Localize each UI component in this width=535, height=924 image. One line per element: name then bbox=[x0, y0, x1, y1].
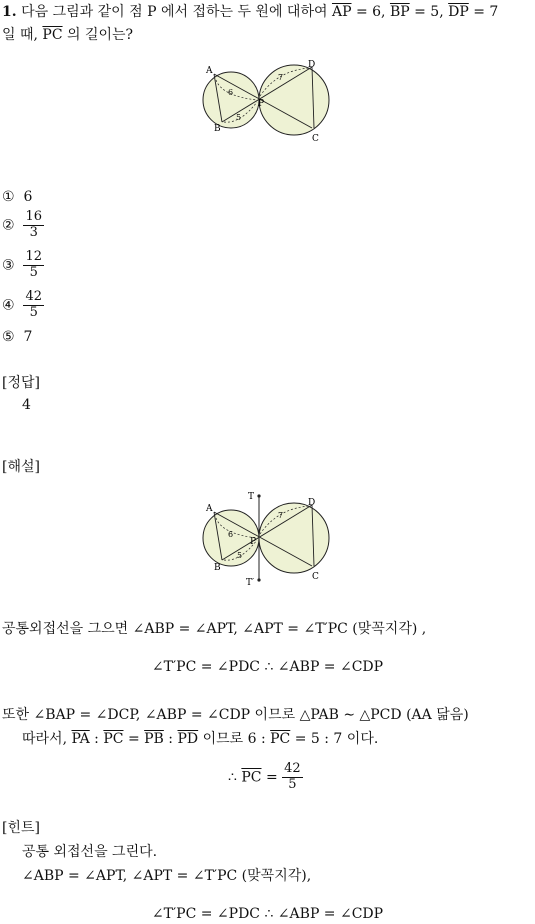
sol-label-p: P bbox=[250, 537, 257, 547]
answer-value: 4 bbox=[22, 397, 31, 413]
point-t-prime bbox=[257, 578, 260, 581]
value-dp: = 7 bbox=[468, 4, 499, 20]
sol-label-a: A bbox=[206, 504, 213, 514]
sol-l4-post: = 5 : 7 이다. bbox=[290, 731, 379, 747]
sol-seg-pc-2: $\overline{PC}$ bbox=[270, 731, 291, 747]
problem-line-2 bbox=[2, 24, 133, 44]
segment-pc: $\overline{PC}$ bbox=[42, 27, 63, 43]
choice-2-fraction bbox=[23, 210, 44, 241]
sol-label-c: C bbox=[312, 572, 319, 582]
point-t bbox=[257, 494, 260, 497]
sol-res-fraction bbox=[282, 762, 303, 793]
problem-number: 1. bbox=[2, 4, 17, 20]
segment-bp: $\overline{BP}$ bbox=[389, 4, 410, 20]
choice-5-value: 7 bbox=[23, 329, 33, 345]
sol-seg-pb: $\overline{PB}$ bbox=[144, 731, 164, 747]
hint-line-3: ∠T′PC = ∠PDC ∴ ∠ABP = ∠CDP bbox=[151, 906, 384, 922]
choice-1-value: 6 bbox=[23, 189, 33, 205]
choice-3-den: 5 bbox=[29, 264, 38, 280]
choice-1[interactable] bbox=[2, 189, 32, 205]
label-p: P bbox=[258, 99, 265, 109]
choice-2-mark: ② bbox=[2, 217, 15, 234]
solution-line-1: 공통외접선을 그으면 ∠ABP = ∠APT, ∠APT = ∠T′PC (맞꼭지각) , bbox=[2, 621, 427, 637]
sol-length-6: 6 bbox=[228, 530, 234, 539]
choice-4-den: 5 bbox=[29, 304, 38, 320]
sol-res-num: 42 bbox=[284, 761, 301, 776]
sol-colon-1: : bbox=[89, 731, 104, 747]
sol-res-den: 5 bbox=[288, 776, 297, 792]
hint-label: [힌트] bbox=[2, 820, 40, 836]
problem-question: 의 길이는? bbox=[62, 27, 134, 43]
tangent-circles-figure bbox=[200, 58, 340, 148]
choice-4-fraction bbox=[23, 290, 44, 321]
hint-line-1: 공통 외접선을 그린다. bbox=[22, 844, 158, 860]
label-a: A bbox=[206, 66, 213, 76]
solution-result bbox=[228, 762, 303, 793]
choice-3-mark: ③ bbox=[2, 257, 15, 274]
solution-label: [해설] bbox=[2, 459, 40, 475]
sol-colon-2: : bbox=[163, 731, 178, 747]
problem-text: 다음 그림과 같이 점 P 에서 접하는 두 원에 대하여 bbox=[21, 4, 328, 20]
choice-3[interactable] bbox=[2, 250, 44, 281]
solution-line-2: ∠T′PC = ∠PDC ∴ ∠ABP = ∠CDP bbox=[151, 659, 384, 675]
length-6: 6 bbox=[228, 88, 234, 97]
choice-4-num: 42 bbox=[25, 289, 43, 304]
sol-seg-pd: $\overline{PD}$ bbox=[177, 731, 199, 747]
sol-length-7: 7 bbox=[278, 511, 284, 520]
length-5: 5 bbox=[236, 113, 242, 122]
choice-5-mark: ⑤ bbox=[2, 329, 15, 345]
segment-dp: $\overline{DP}$ bbox=[448, 4, 469, 20]
sol-res-seg-pc: $\overline{PC}$ bbox=[241, 769, 262, 786]
large-circle bbox=[259, 65, 329, 135]
label-d: D bbox=[308, 60, 316, 70]
sol-eq: = bbox=[123, 731, 145, 747]
value-bp: = 5, bbox=[409, 4, 449, 20]
label-c: C bbox=[312, 134, 319, 144]
problem-line-1 bbox=[2, 1, 498, 21]
choice-4-mark: ④ bbox=[2, 297, 15, 314]
choice-2-num: 16 bbox=[25, 209, 43, 224]
sol-l4-pre: 따라서, bbox=[22, 731, 72, 747]
small-circle bbox=[203, 72, 259, 128]
hint-line-2: ∠ABP = ∠APT, ∠APT = ∠T′PC (맞꼭지각), bbox=[22, 868, 312, 884]
choice-1-mark: ① bbox=[2, 189, 15, 205]
choice-3-fraction bbox=[23, 250, 44, 281]
problem-text-2: 일 때, bbox=[2, 27, 43, 43]
answer-label: [정답] bbox=[2, 375, 40, 391]
solution-line-4 bbox=[22, 728, 378, 748]
sol-label-t: T bbox=[248, 492, 255, 502]
choice-5[interactable] bbox=[2, 329, 32, 345]
choice-2-den: 3 bbox=[29, 224, 38, 240]
sol-large-circle bbox=[259, 503, 329, 573]
choice-2[interactable] bbox=[2, 210, 44, 241]
length-7: 7 bbox=[278, 73, 284, 82]
sol-therefore: ∴ bbox=[228, 769, 242, 786]
sol-seg-pc: $\overline{PC}$ bbox=[103, 731, 124, 747]
sol-length-5: 5 bbox=[237, 551, 243, 560]
sol-label-d: D bbox=[308, 498, 316, 508]
segment-ap: $\overline{AP}$ bbox=[331, 4, 352, 20]
solution-line-3: 또한 ∠BAP = ∠DCP, ∠ABP = ∠CDP 이므로 △PAB ∼ △PCD (AA 닮음) bbox=[2, 707, 469, 723]
value-ap: = 6, bbox=[351, 4, 390, 20]
solution-figure bbox=[200, 488, 340, 588]
sol-seg-pa: $\overline{PA}$ bbox=[71, 731, 90, 747]
sol-label-t-prime: T′ bbox=[246, 578, 255, 588]
sol-res-eq: = bbox=[261, 769, 283, 786]
sol-l4-mid: 이므로 6 : bbox=[198, 731, 271, 747]
label-b: B bbox=[214, 124, 221, 134]
choice-3-num: 12 bbox=[25, 249, 43, 264]
sol-label-b: B bbox=[214, 563, 221, 573]
choice-4[interactable] bbox=[2, 290, 44, 321]
